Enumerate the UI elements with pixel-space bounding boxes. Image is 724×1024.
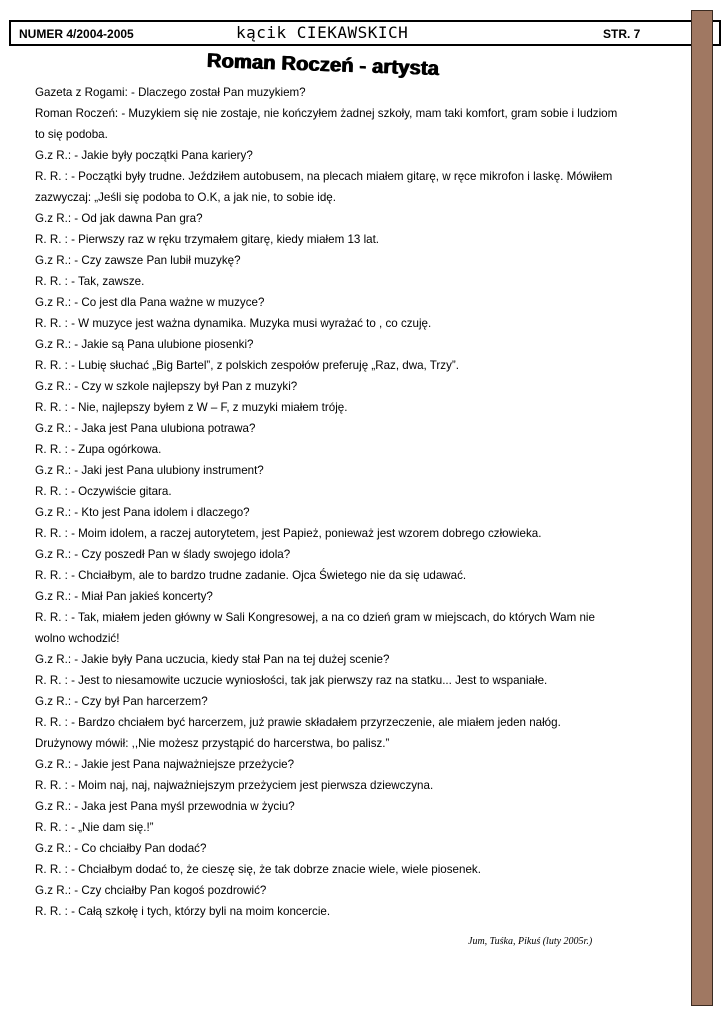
article-body <box>35 82 660 922</box>
page-number: STR. 7 <box>603 27 641 41</box>
article-line: G.z R.: - Jaki jest Pana ulubiony instrument? <box>35 464 264 477</box>
article-line: zazwyczaj: „Jeśli się podoba to O.K, a jak nie, to sobie idę. <box>35 191 336 204</box>
article-line: R. R. : - Zupa ogórkowa. <box>35 443 162 456</box>
article-signature: Jum, Tuśka, Pikuś (luty 2005r.) <box>468 936 593 947</box>
article-line: R. R. : - Tak, miałem jeden główny w Sali Kongresowej, a na co dzień gram w miejscach, do których Wam nie <box>35 611 595 624</box>
article-line: G.z R.: - Czy poszedł Pan w ślady swojego idola? <box>35 548 291 561</box>
article-line: Gazeta z Rogami: - Dlaczego został Pan muzykiem? <box>35 86 306 99</box>
article-line: G.z R.: - Jakie są Pana ulubione piosenki? <box>35 338 254 351</box>
article-line: R. R. : - Bardzo chciałem być harcerzem, już prawie składałem przyrzeczenie, ale miałem jeden nałóg. <box>35 716 561 729</box>
article-line: to się podoba. <box>35 128 108 141</box>
section-title: kącik CIEKAWSKICH <box>236 23 409 42</box>
article-line: G.z R.: - Co chciałby Pan dodać? <box>35 842 207 855</box>
article-line: G.z R.: - Czy chciałby Pan kogoś pozdrowić? <box>35 884 267 897</box>
article-line: R. R. : - Tak, zawsze. <box>35 275 145 288</box>
article-line: G.z R.: - Czy był Pan harcerzem? <box>35 695 208 708</box>
article-line: G.z R.: - Jakie były początki Pana kariery? <box>35 149 253 162</box>
article-line: G.z R.: - Jaka jest Pana ulubiona potrawa? <box>35 422 256 435</box>
article-line: R. R. : - Chciałbym dodać to, że cieszę się, że tak dobrze znacie wiele, wiele piosenek. <box>35 863 481 876</box>
article-title: Roman Roczeń - artysta <box>206 50 440 81</box>
article-line: G.z R.: - Miał Pan jakieś koncerty? <box>35 590 213 603</box>
article-line: R. R. : - Początki były trudne. Jeździłem autobusem, na plecach miałem gitarę, w ręce mikrofon i laskę. Mówiłem <box>35 170 613 183</box>
article-line: G.z R.: - Jaka jest Pana myśl przewodnia w życiu? <box>35 800 295 813</box>
article-line: R. R. : - Oczywiście gitara. <box>35 485 172 498</box>
article-line: R. R. : - W muzyce jest ważna dynamika. Muzyka musi wyrażać to , co czuję. <box>35 317 432 330</box>
article-line: G.z R.: - Kto jest Pana idolem i dlaczego? <box>35 506 250 519</box>
article-line: G.z R.: - Czy zawsze Pan lubił muzykę? <box>35 254 241 267</box>
article-line: R. R. : - Chciałbym, ale to bardzo trudne zadanie. Ojca Świetego nie da się udawać. <box>35 569 467 582</box>
article-line: R. R. : - „Nie dam się.!” <box>35 821 154 834</box>
article-line: G.z R.: - Od jak dawna Pan gra? <box>35 212 203 225</box>
article-line: R. R. : - Pierwszy raz w ręku trzymałem gitarę, kiedy miałem 13 lat. <box>35 233 380 246</box>
side-decoration-bar <box>691 10 713 1006</box>
article-line: G.z R.: - Co jest dla Pana ważne w muzyce? <box>35 296 265 309</box>
article-line: R. R. : - Nie, najlepszy byłem z W – F, z muzyki miałem tróję. <box>35 401 348 414</box>
article-line: Roman Roczeń: - Muzykiem się nie zostaje, nie kończyłem żadnej szkoły, mam taki komfort, gram sobie i ludziom <box>35 107 618 120</box>
article-line: G.z R.: - Jakie jest Pana najważniejsze przeżycie? <box>35 758 295 771</box>
article-line: R. R. : - Całą szkołę i tych, którzy byli na moim koncercie. <box>35 905 331 918</box>
article-line: wolno wchodzić! <box>35 632 120 645</box>
article-line: R. R. : - Jest to niesamowite uczucie wyniosłości, tak jak pierwszy raz na statku... Jest to wspaniałe. <box>35 674 548 687</box>
article-line: R. R. : - Lubię słuchać „Big Bartel”, z polskich zespołów preferuję „Raz, dwa, Trzy”. <box>35 359 459 372</box>
article-line: G.z R.: - Czy w szkole najlepszy był Pan z muzyki? <box>35 380 298 393</box>
article-line: R. R. : - Moim naj, naj, najważniejszym przeżyciem jest pierwsza dziewczyna. <box>35 779 434 792</box>
article-line: G.z R.: - Jakie były Pana uczucia, kiedy stał Pan na tej dużej scenie? <box>35 653 390 666</box>
article-line: R. R. : - Moim idolem, a raczej autorytetem, jest Papież, ponieważ jest wzorem dobrego człowieka. <box>35 527 542 540</box>
issue-number: NUMER 4/2004-2005 <box>19 27 134 41</box>
article-line: Drużynowy mówił: ,,Nie możesz przystąpić do harcerstwa, bo palisz.” <box>35 737 390 750</box>
page-header <box>9 20 721 46</box>
